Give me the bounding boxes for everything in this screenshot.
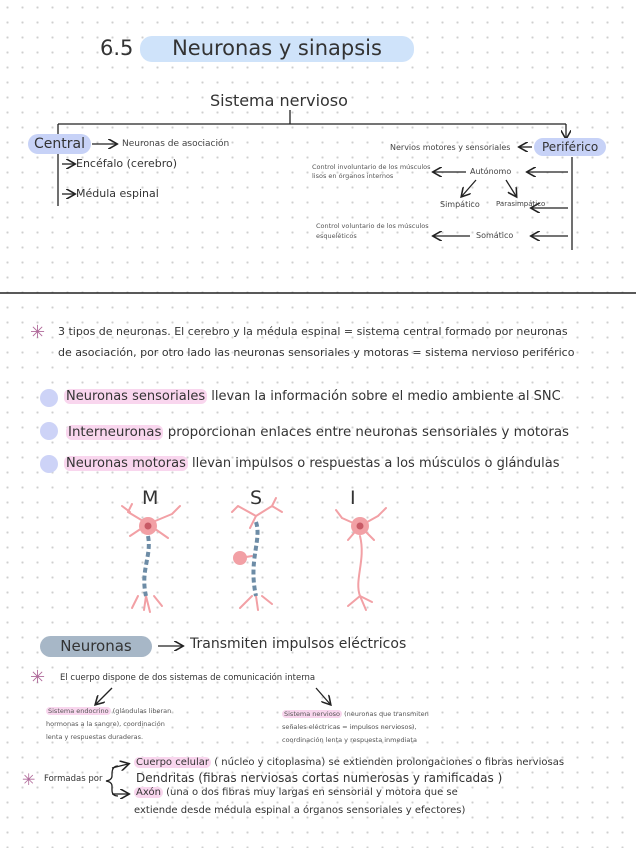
parasimpatico-label: Parasimpático bbox=[496, 200, 546, 208]
axon-line bbox=[134, 787, 458, 798]
page-title: Neuronas y sinapsis bbox=[140, 36, 414, 62]
central-item: Neuronas de asociación bbox=[122, 139, 230, 149]
type-desc: llevan impulsos o respuestas a los músculos o glándulas bbox=[191, 456, 560, 471]
type-desc: llevan la información sobre el medio ambiente al SNC bbox=[211, 389, 561, 404]
nervioso-line bbox=[282, 710, 429, 719]
simpatico-label: Simpático bbox=[440, 200, 480, 209]
axon-desc-2: extiende desde médula espinal a órganos sensoriales y efectores) bbox=[134, 805, 466, 816]
diagram-root: Sistema nervioso bbox=[210, 91, 348, 110]
endocrino-text: hormonas a la sangre), coordinación bbox=[46, 720, 165, 728]
type-term: Neuronas motoras bbox=[66, 456, 186, 471]
somatico-label: Somático bbox=[476, 231, 514, 240]
asterisk-icon: ✳ bbox=[30, 667, 46, 688]
axon-term: Axón bbox=[136, 787, 161, 798]
central-item: Encéfalo (cerebro) bbox=[76, 157, 178, 170]
autonomo-label: Autónomo bbox=[470, 167, 512, 176]
nervioso-text: señales eléctricas = impulsos nerviosos), bbox=[282, 723, 417, 731]
dendritas-line bbox=[136, 771, 502, 785]
intro-line: 3 tipos de neuronas. El cerebro y la médula espinal = sistema central formado por neuronas bbox=[58, 325, 568, 338]
somatico-desc: esqueléticos bbox=[316, 232, 357, 240]
endocrino-text: (glándulas liberan bbox=[112, 707, 172, 715]
cuerpo-desc: ( núcleo y citoplasma) se extienden prolongaciones o fibras nerviosas bbox=[214, 757, 565, 768]
comunicacion-title: El cuerpo dispone de dos sistemas de comunicación interna bbox=[60, 673, 316, 683]
type-term: Neuronas sensoriales bbox=[66, 389, 206, 404]
somatico-desc: Control voluntario de los músculos bbox=[316, 222, 429, 230]
dendritas-term: Dendritas bbox=[136, 771, 195, 785]
type-term: Interneuronas bbox=[68, 425, 162, 440]
central-label: Central bbox=[28, 134, 91, 154]
cuerpo-line bbox=[134, 757, 564, 768]
nervioso-text: (neuronas que transmiten bbox=[344, 710, 429, 718]
neuronas-desc: Transmiten impulsos eléctricos bbox=[190, 636, 407, 652]
intro-line: de asociación, por otro lado las neuronas sensoriales y motoras = sistema nervioso periférico bbox=[58, 346, 575, 359]
neuronas-label: Neuronas bbox=[40, 636, 152, 657]
type-desc: proporcionan enlaces entre neuronas sensoriales y motoras bbox=[167, 425, 570, 440]
nervioso-text: coordinación lenta y respuesta inmediata bbox=[282, 736, 417, 744]
autonomo-desc: lisos en órganos internos bbox=[312, 172, 394, 180]
neuron-label-m: M bbox=[142, 487, 159, 509]
endocrino-term: Sistema endocrino bbox=[48, 707, 109, 715]
autonomo-desc: Control involuntario de los músculos bbox=[312, 163, 431, 171]
asterisk-icon: ✳ bbox=[30, 322, 46, 343]
sensory-soma bbox=[233, 551, 247, 565]
neuron-label-i: I bbox=[350, 487, 356, 509]
section-number: 6.5 bbox=[100, 36, 134, 60]
formadas-label: Formadas por bbox=[44, 774, 103, 784]
dendritas-desc: (fibras nerviosas cortas numerosas y ramificadas ) bbox=[198, 771, 503, 785]
central-item: Médula espinal bbox=[76, 187, 159, 200]
periferico-label: Periférico bbox=[534, 138, 606, 156]
cuerpo-term: Cuerpo celular bbox=[136, 757, 210, 768]
asterisk-icon: ✳ bbox=[22, 770, 36, 789]
nervioso-term: Sistema nervioso bbox=[284, 710, 341, 718]
neuron-label-s: S bbox=[250, 487, 263, 509]
motores-label: Nervios motores y sensoriales bbox=[390, 143, 511, 152]
endocrino-text: lenta y respuestas duraderas. bbox=[46, 733, 144, 741]
axon-desc: (una o dos fibras muy largas en sensorial y motora que se bbox=[166, 787, 458, 798]
endocrino-line bbox=[46, 707, 171, 716]
